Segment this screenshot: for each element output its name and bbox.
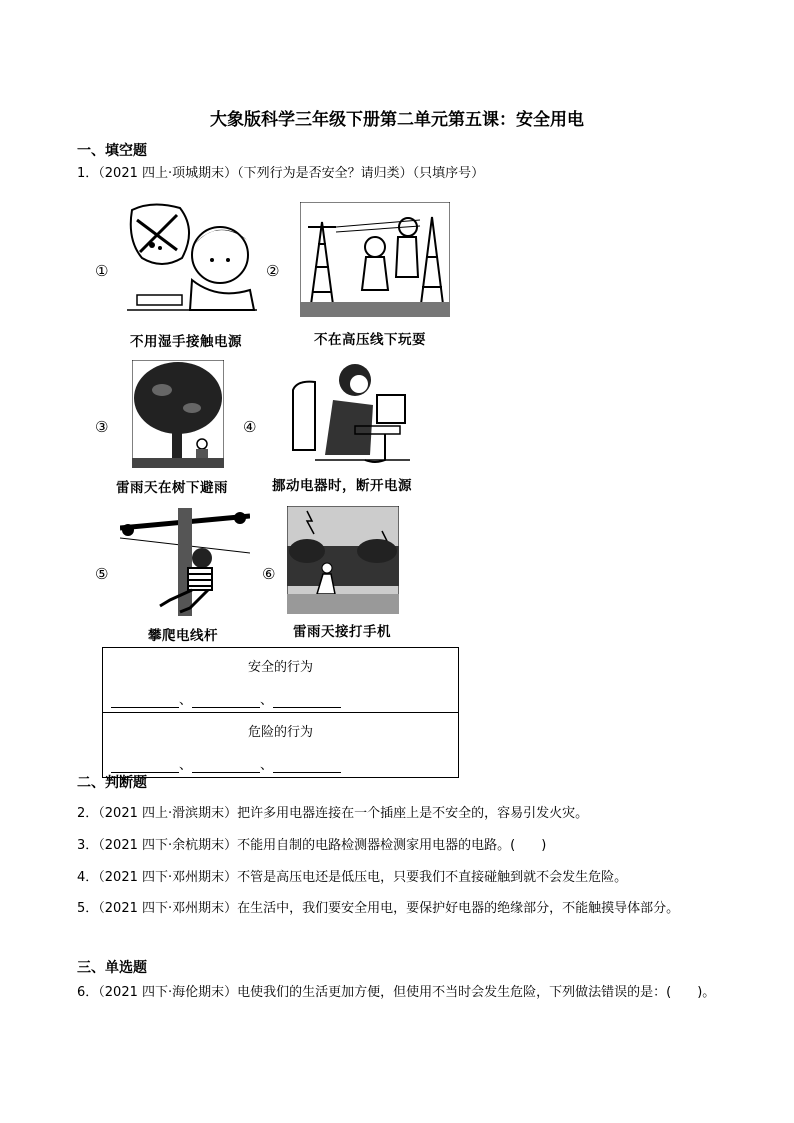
question-1: 1．（2021 四上·项城期末）（下列行为是否安全？请归类）（只填序号） <box>77 166 485 181</box>
caption-1: 不用湿手接触电源 <box>130 334 242 350</box>
answer-blank[interactable] <box>192 758 260 773</box>
question-2: 2．（2021 四上·滑滨期末）把许多用电器连接在一个插座上是不安全的，容易引发火灾。 <box>77 806 589 821</box>
phone-lightning-illustration <box>287 506 399 614</box>
answer-blank[interactable] <box>273 758 341 773</box>
section-heading-true-false: 二、判断题 <box>77 775 147 791</box>
safe-behavior-cell <box>103 648 459 713</box>
answer-blank[interactable] <box>192 693 260 708</box>
image-number-1: ① <box>95 262 109 280</box>
image-number-6: ⑥ <box>262 565 276 583</box>
danger-blanks <box>103 754 458 773</box>
answer-blank[interactable] <box>273 693 341 708</box>
answer-blank[interactable] <box>111 693 179 708</box>
caption-5: 攀爬电线杆 <box>148 628 218 644</box>
question-3: 3．（2021 四下·余杭期末）不能用自制的电路检测器检测家用电器的电路。( ) <box>77 838 547 853</box>
image-number-3: ③ <box>95 418 109 436</box>
question-6: 6．（2021 四下·海伦期末）电使我们的生活更加方便，但使用不当时会发生危险，下列做法错误的是：( )。 <box>77 985 716 1000</box>
section-heading-single-choice: 三、单选题 <box>77 960 147 976</box>
separator: 、 <box>179 693 193 708</box>
tree-lightning-illustration <box>132 360 224 468</box>
question-4: 4．（2021 四下·邓州期末）不管是高压电还是低压电，只要我们不直接碰触到就不会发生危险。 <box>77 870 628 885</box>
safe-blanks <box>103 689 458 708</box>
classification-table <box>102 647 459 778</box>
caption-6: 雷雨天接打手机 <box>293 624 391 640</box>
separator: 、 <box>260 758 274 773</box>
image-number-5: ⑤ <box>95 565 109 583</box>
separator: 、 <box>179 758 193 773</box>
pole-climbing-illustration <box>120 508 250 616</box>
power-line-illustration <box>300 202 450 317</box>
wet-hand-illustration <box>122 200 262 318</box>
separator: 、 <box>260 693 274 708</box>
caption-3: 雷雨天在树下避雨 <box>116 480 228 496</box>
answer-blank[interactable] <box>111 758 179 773</box>
danger-behavior-label: 危险的行为 <box>247 725 313 740</box>
danger-behavior-cell <box>103 713 459 778</box>
caption-2: 不在高压线下玩耍 <box>314 332 426 348</box>
computer-unplug-illustration <box>285 360 410 468</box>
page-title: 大象版科学三年级下册第二单元第五课：安全用电 <box>210 110 584 130</box>
image-number-4: ④ <box>243 418 257 436</box>
question-5: 5．（2021 四下·邓州期末）在生活中，我们要安全用电，要保护好电器的绝缘部分，不能触摸导体部分。 <box>77 901 680 916</box>
section-heading-fill-blank: 一、填空题 <box>77 143 147 159</box>
safe-behavior-label: 安全的行为 <box>247 660 313 675</box>
caption-4: 挪动电器时，断开电源 <box>272 478 412 494</box>
image-number-2: ② <box>266 262 280 280</box>
